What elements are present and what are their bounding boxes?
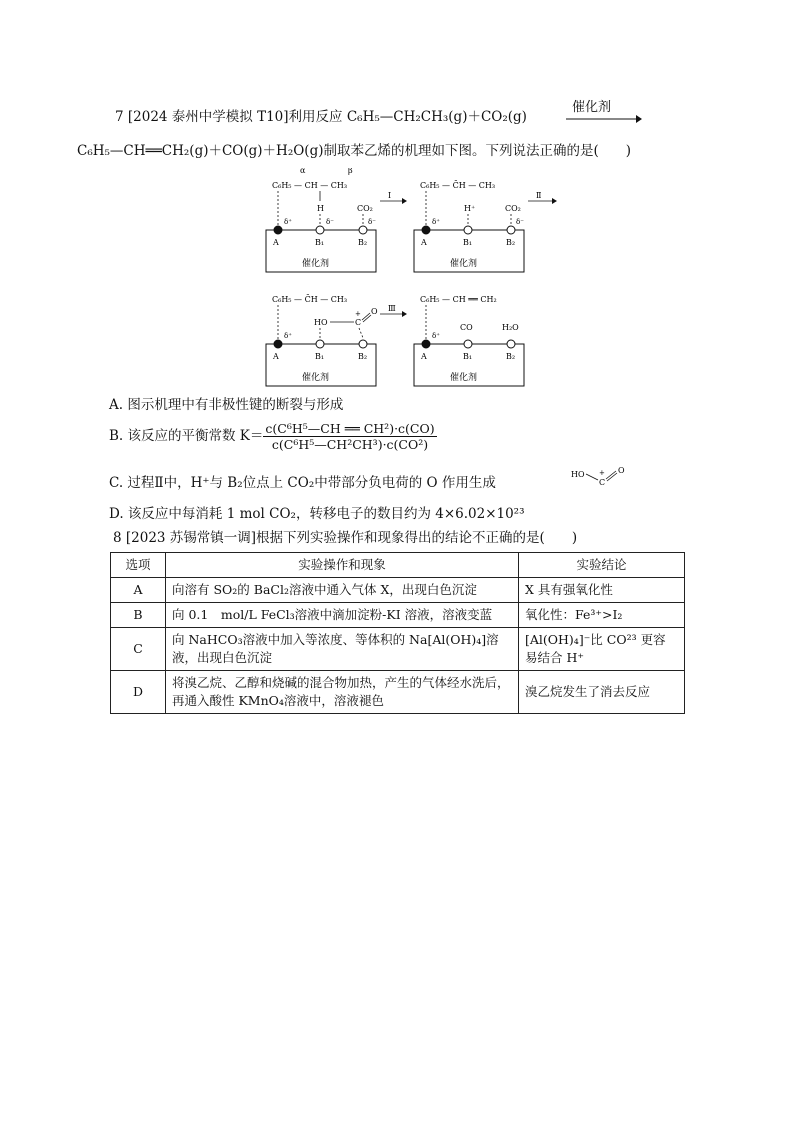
site-b2: B₂ [506,352,516,361]
q7-option-d: D. 该反应中每消耗 1 mol CO₂，转移电子的数目约为 4×6.02×10²³ [109,506,525,522]
row-conclusion: X 具有强氧化性 [519,578,685,603]
header-operation: 实验操作和现象 [166,553,519,578]
mechanism-diagram [262,168,562,390]
hoco-ho: HO [571,470,585,479]
site-b1: B₁ [315,238,325,247]
site-b2: B₂ [358,238,368,247]
s2-dminus: δ⁻ [516,218,524,226]
row-operation: 向 0.1 mol/L FeCl₃溶液中滴加淀粉-KI 溶液，溶液变蓝 [166,603,519,628]
step-1-label: Ⅰ [388,191,392,200]
catalyst-box-label: 催化剂 [450,259,478,269]
table-row [111,628,685,671]
equilibrium-fraction [263,421,436,452]
panel-1 [266,168,376,272]
beta-label: β [348,168,353,175]
catalyst-box-label: 催化剂 [450,373,478,383]
hoco-structure-icon [568,462,634,490]
site-b1: B₁ [463,238,473,247]
row-option: A [111,578,166,603]
s3-c: C [355,318,362,327]
row-operation: 向溶有 SO₂的 BaCl₂溶液中通入气体 X，出现白色沉淀 [166,578,519,603]
row-conclusion: 氧化性：Fe³⁺>I₂ [519,603,685,628]
q7-option-c: C. 过程Ⅱ中，H⁺与 B₂位点上 CO₂中带部分负电荷的 O 作用生成 [109,475,496,491]
s4-co: CO [460,323,473,332]
hoco-o: O [618,466,625,475]
row-operation: 向 NaHCO₃溶液中加入等浓度、等体积的 Na[Al(OH)₄]溶液，出现白色沉淀 [166,628,519,671]
s3-o: O [371,307,378,316]
q7-option-b [109,418,437,454]
row-conclusion: [Al(OH)₄]⁻比 CO²³ 更容易结合 H⁺ [519,628,685,671]
fraction-denominator: c(C⁶H⁵—CH²CH³)·c(CO²) [271,437,429,452]
panel-4 [414,295,524,386]
s2-co2: CO₂ [505,204,521,213]
s2-dplus: δ⁺ [432,218,440,226]
alpha-label: α [300,168,306,175]
s3-ho: HO [314,318,328,327]
header-conclusion: 实验结论 [519,553,685,578]
panel-3 [266,295,378,386]
fraction-numerator: c(C⁶H⁵—CH ══ CH²)·c(CO) [265,421,435,436]
s4-dplus: δ⁺ [432,332,440,340]
s3-dplus: δ⁺ [284,332,292,340]
step-3-label: Ⅲ [388,304,396,313]
site-b1: B₁ [463,352,473,361]
table-row [111,603,685,628]
q7-option-a: A. 图示机理中有非极性键的断裂与形成 [109,397,344,413]
header-option: 选项 [111,553,166,578]
step-2-label: Ⅱ [536,191,542,200]
s4-h2o: H₂O [502,323,519,332]
site-a: A [421,238,427,247]
reaction-arrow-icon [566,112,642,126]
site-b2: B₂ [506,238,516,247]
s1-co2: CO₂ [357,204,373,213]
row-option: C [111,628,166,671]
site-a: A [273,352,279,361]
s2-molecule: C₆H₅ — C̄H — CH₃ [420,181,496,190]
option-b-prefix: B. 该反应的平衡常数 K＝ [109,428,264,444]
experiment-table [110,552,685,714]
row-option: D [111,671,166,714]
site-a: A [273,238,279,247]
hoco-plus: + [599,469,605,477]
s1-dplus: δ⁺ [284,218,292,226]
catalyst-box-label: 催化剂 [302,259,330,269]
table-row [111,578,685,603]
row-option: B [111,603,166,628]
panel-2 [414,181,524,272]
hoco-c: C [599,478,606,487]
q8-stem: 8 [2023 苏锡常镇一调]根据下列实验操作和现象得出的结论不正确的是( ) [113,530,578,546]
catalyst-label-above-arrow: 催化剂 [572,100,612,115]
catalyst-box-label: 催化剂 [302,373,330,383]
table-header-row [111,553,685,578]
s4-molecule: C₆H₅ — CH ══ CH₂ [420,295,497,304]
row-operation: 将溴乙烷、乙醇和烧碱的混合物加热，产生的气体经水洗后，再通入酸性 KMnO₄溶液中，溶液褪色 [166,671,519,714]
table-row [111,671,685,714]
q7-stem-line1: 7 [2024 泰州中学模拟 T10]利用反应 C₆H₅—CH₂CH₃(g)＋CO₂(g) [115,109,527,125]
site-a: A [421,352,427,361]
s3-molecule: C₆H₅ — C̄H — CH₃ [272,295,348,304]
s1-h: H [317,204,324,213]
s1-dminus-b1: δ⁻ [326,218,334,226]
s1-dminus-b2: δ⁻ [368,218,376,226]
row-conclusion: 溴乙烷发生了消去反应 [519,671,685,714]
s1-molecule: C₆H₅ — CH — CH₃ [272,181,348,190]
s2-h-plus: H⁺ [464,204,476,213]
site-b2: B₂ [358,352,368,361]
q7-stem-line2: C₆H₅—CH══CH₂(g)＋CO(g)＋H₂O(g)制取苯乙烯的机理如下图。下列说法正确的是( ) [77,143,632,159]
s3-plus: + [355,310,361,318]
site-b1: B₁ [315,352,325,361]
